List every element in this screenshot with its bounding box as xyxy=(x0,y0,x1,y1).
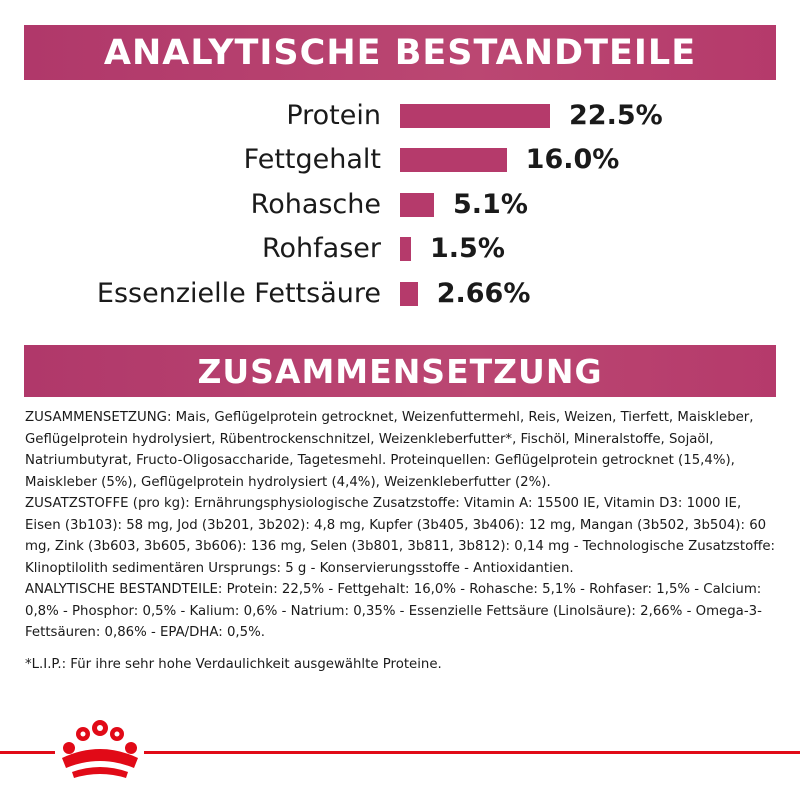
chart-row xyxy=(0,185,800,225)
chart-value-label: 5.1% xyxy=(453,189,528,220)
chart-row xyxy=(0,229,800,269)
chart-row xyxy=(0,274,800,314)
chart-category-label: Protein xyxy=(286,100,381,131)
chart-category-label: Rohasche xyxy=(250,189,381,220)
chart-value-label: 16.0% xyxy=(525,144,620,175)
chart-value-label: 1.5% xyxy=(430,233,505,264)
chart-row xyxy=(0,140,800,180)
chart-category-label: Essenzielle Fettsäure xyxy=(96,278,381,309)
chart-bar xyxy=(400,193,434,217)
chart-category-label: Fettgehalt xyxy=(243,144,381,175)
chart-value-label: 2.66% xyxy=(436,278,531,309)
chart-bar xyxy=(400,237,411,261)
additives-paragraph: ZUSATZSTOFFE (pro kg): Ernährungsphysiologische Zusatzstoffe: Vitamin A: 15500 IE, Vitamin D3: 1000 IE, Eisen (3b103): 58 mg, Jod (3b201, 3b202): 4,8 mg, Kupfer (3b405, 3b406): 12 mg, Mangan (3b502, 3b504): 60 mg, Zink (3b603, 3b605, 3b606): 136 mg, Selen (3b801, 3b811, 3b812): 0,14 mg - Technologische Zusatzstoffe: Klinoptilolith sedimentären Ursprungs: 5 g - Konservierungsstoffe - Antioxidantien. xyxy=(25,496,776,576)
analytics-paragraph: ANALYTISCHE BESTANDTEILE: Protein: 22,5% - Fettgehalt: 16,0% - Rohasche: 5,1% - Rohfaser: 1,5% - Calcium: 0,8% - Phosphor: 0,5% - Kalium: 0,6% - Natrium: 0,35% - Essenzielle Fettsäure (Linolsäure): 2,66% - Omega-3-Fettsäuren: 0,86% - EPA/DHA: 0,5%. xyxy=(25,582,762,640)
footnote: *L.I.P.: Für ihre sehr hohe Verdaulichkeit ausgewählte Proteine. xyxy=(25,656,442,672)
composition-paragraph: ZUSAMMENSETZUNG: Mais, Geflügelprotein getrocknet, Weizenfuttermehl, Reis, Weizen, Tierfett, Maiskleber, Geflügelprotein hydrolysiert, Rübentrockenschnitzel, Weizenkleberfutter*, Fischöl, Mineralstoffe, Sojaöl, Natriumbutyrat, Fructo-Oligosaccharide, Tagetesmehl. Proteinquellen: Geflügelprotein getrocknet (15,4%), Maiskleber (5%), Geflügelprotein hydrolysiert (4,4%), Weizenkleberfutter (2%). xyxy=(25,410,754,490)
chart-bar xyxy=(400,104,550,128)
chart-value-label: 22.5% xyxy=(569,100,663,131)
composition-section-title: ZUSAMMENSETZUNG xyxy=(24,345,776,397)
footer-divider-right xyxy=(144,751,800,754)
chart-row xyxy=(0,96,800,136)
footer-divider-left xyxy=(0,751,55,754)
composition-text-block xyxy=(25,407,780,675)
royal-canin-crown-icon xyxy=(58,718,142,784)
chart-bar xyxy=(400,148,507,172)
chart-category-label: Rohfaser xyxy=(261,233,381,264)
chart-bar xyxy=(400,282,418,306)
analytics-section-title: ANALYTISCHE BESTANDTEILE xyxy=(24,25,776,80)
